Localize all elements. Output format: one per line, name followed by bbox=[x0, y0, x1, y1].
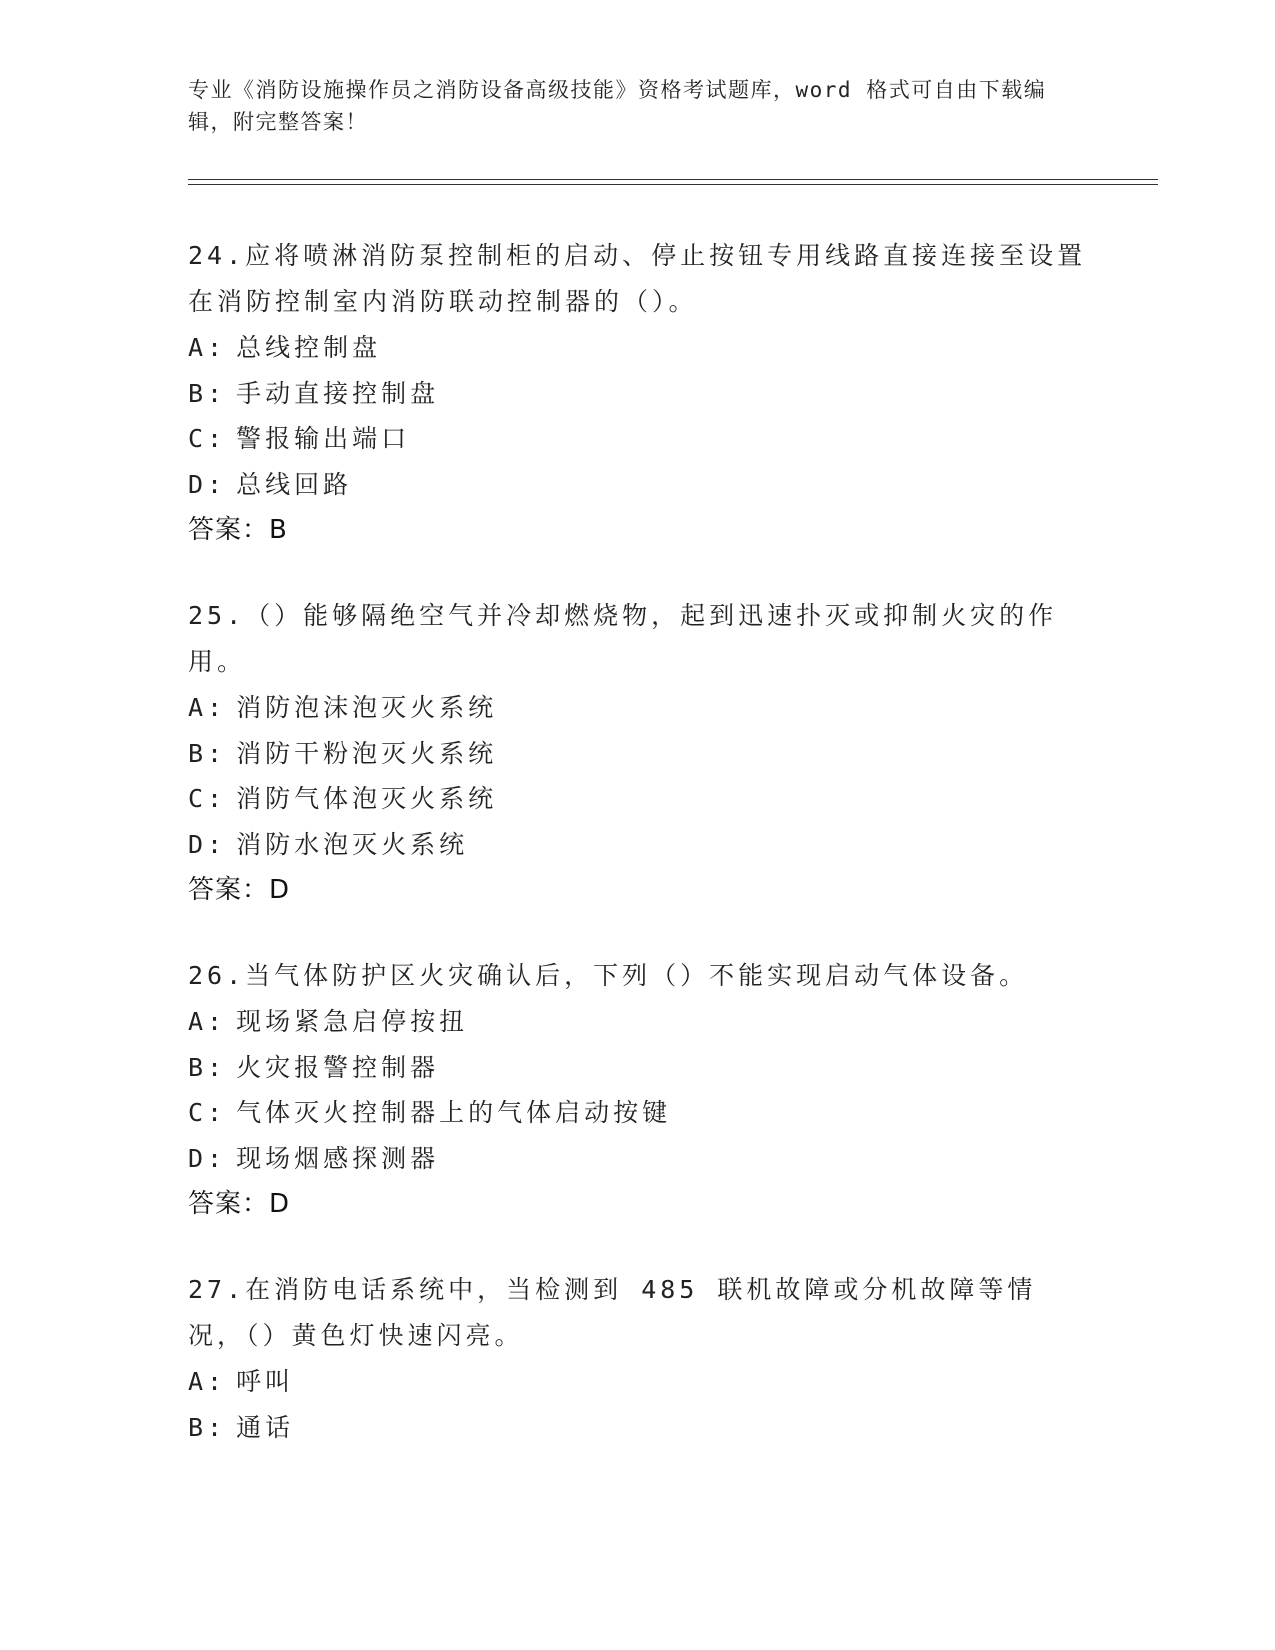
option-a bbox=[188, 325, 1088, 371]
answer-label: 答案： bbox=[188, 1189, 270, 1219]
question-stem: 25.（）能够隔绝空气并冷却燃烧物，起到迅速扑灭或抑制火灾的作用。 bbox=[188, 601, 1058, 676]
option-letter: B: bbox=[188, 1052, 227, 1082]
option-text: 气体灭火控制器上的气体启动按键 bbox=[236, 1098, 672, 1127]
header-divider-top bbox=[188, 179, 1158, 180]
question-stem: 27.在消防电话系统中，当检测到 485 联机故障或分机故障等情况，（）黄色灯快速闪亮。 bbox=[188, 1275, 1037, 1350]
option-text: 通话 bbox=[236, 1412, 295, 1442]
answer-line bbox=[188, 1181, 1088, 1227]
question-27 bbox=[188, 1267, 1088, 1450]
option-c bbox=[188, 776, 1088, 822]
option-text: 消防泡沫泡灭火系统 bbox=[236, 693, 498, 722]
answer-label: 答案： bbox=[188, 875, 270, 905]
option-a bbox=[188, 1359, 1088, 1405]
option-text: 现场紧急启停按扭 bbox=[236, 1007, 469, 1036]
option-letter: C: bbox=[188, 1098, 227, 1127]
answer-line bbox=[188, 867, 1088, 913]
option-b bbox=[188, 371, 1088, 417]
option-letter: B: bbox=[188, 738, 227, 768]
option-letter: D: bbox=[188, 469, 227, 499]
question-24 bbox=[188, 233, 1088, 553]
option-b bbox=[188, 1405, 1088, 1451]
option-text: 警报输出端口 bbox=[236, 424, 411, 453]
option-a bbox=[188, 685, 1088, 731]
question-25 bbox=[188, 593, 1088, 913]
option-letter: D: bbox=[188, 1143, 227, 1173]
option-letter: B: bbox=[188, 1412, 227, 1442]
option-text: 手动直接控制盘 bbox=[236, 378, 440, 408]
question-stem: 26.当气体防护区火灾确认后，下列（）不能实现启动气体设备。 bbox=[188, 961, 1029, 990]
question-26 bbox=[188, 953, 1088, 1227]
option-text: 消防干粉泡灭火系统 bbox=[236, 738, 498, 768]
option-d bbox=[188, 462, 1088, 508]
header-divider-bottom bbox=[188, 184, 1158, 185]
option-letter: C: bbox=[188, 424, 227, 453]
option-d bbox=[188, 822, 1088, 868]
option-text: 总线回路 bbox=[236, 469, 353, 499]
option-letter: A: bbox=[188, 693, 227, 722]
option-letter: A: bbox=[188, 1007, 227, 1036]
option-letter: D: bbox=[188, 829, 227, 859]
option-c bbox=[188, 1090, 1088, 1136]
option-c bbox=[188, 416, 1088, 462]
option-text: 现场烟感探测器 bbox=[236, 1143, 440, 1173]
answer-label: 答案： bbox=[188, 515, 270, 545]
option-text: 消防气体泡灭火系统 bbox=[236, 784, 498, 813]
option-text: 火灾报警控制器 bbox=[236, 1052, 440, 1082]
question-stem: 24.应将喷淋消防泵控制柜的启动、停止按钮专用线路直接连接至设置在消防控制室内消防联动控制器的（）。 bbox=[188, 241, 1087, 316]
option-b bbox=[188, 1045, 1088, 1091]
option-letter: B: bbox=[188, 378, 227, 408]
question-list bbox=[188, 233, 1088, 1490]
option-d bbox=[188, 1136, 1088, 1182]
option-letter: C: bbox=[188, 784, 227, 813]
option-a bbox=[188, 999, 1088, 1045]
answer-value: B bbox=[269, 515, 288, 545]
answer-line bbox=[188, 507, 1088, 553]
option-text: 呼叫 bbox=[236, 1367, 295, 1396]
option-letter: A: bbox=[188, 1367, 227, 1396]
option-text: 总线控制盘 bbox=[236, 333, 382, 362]
option-text: 消防水泡灭火系统 bbox=[236, 829, 469, 859]
option-b bbox=[188, 731, 1088, 777]
answer-value: D bbox=[269, 1189, 291, 1219]
document-intro: 专业《消防设施操作员之消防设备高级技能》资格考试题库，word 格式可自由下载编辑，附完整答案！ bbox=[188, 78, 1047, 134]
answer-value: D bbox=[269, 875, 291, 905]
option-letter: A: bbox=[188, 333, 227, 362]
